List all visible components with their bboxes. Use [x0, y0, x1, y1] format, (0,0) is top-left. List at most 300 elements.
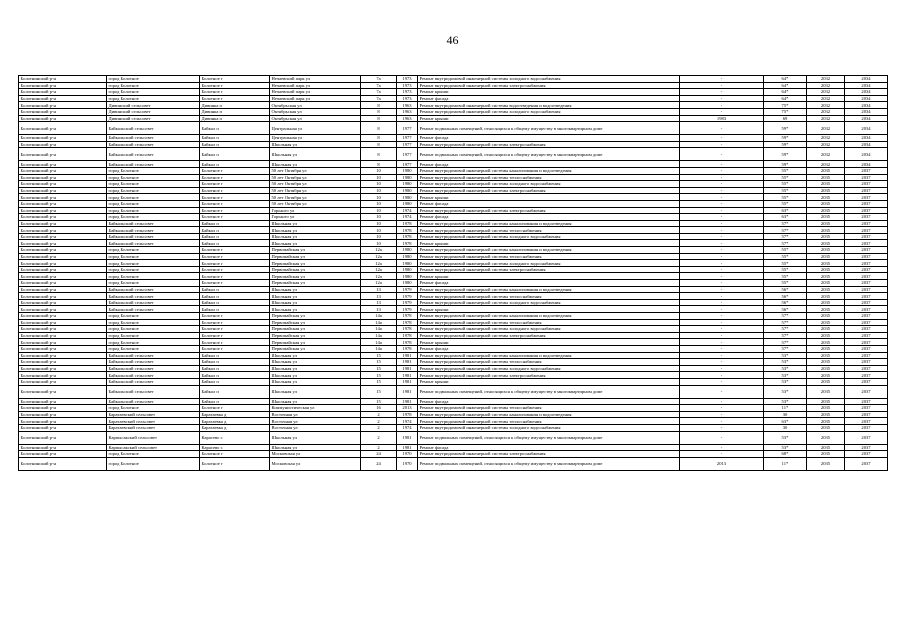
period-end-cell: 2037 [845, 227, 888, 234]
settlement-cell: город Болотное [107, 280, 200, 287]
repair-work-cell: Ремонт внутридомовой инженерной системы теплоснабжения [418, 174, 680, 181]
period-end-cell: 2037 [845, 431, 888, 444]
wear-cell: 53* [764, 431, 807, 444]
wear-cell: 55* [764, 266, 807, 273]
district-cell: Болотнинский р-н [19, 253, 107, 260]
table-row [19, 253, 888, 260]
period-end-cell: 2037 [845, 378, 888, 385]
build-year-cell: 1977 [397, 161, 418, 168]
settlement-cell: город Болотное [107, 253, 200, 260]
house-number-cell: 10 [361, 214, 397, 221]
street-cell: Центральная ул [270, 122, 361, 135]
wear-cell: 56* [764, 286, 807, 293]
street-cell: Первомайская ул [270, 313, 361, 320]
build-year-cell: 1977 [397, 135, 418, 142]
house-number-cell: 8 [361, 161, 397, 168]
settlement-cell: Байкальский сельсовет [107, 378, 200, 385]
locality-cell: Байкал п [200, 233, 270, 240]
repair-work-cell: Ремонт внутридомовой инженерной системы канализования и водоотведения [418, 286, 680, 293]
last-repair-year-cell: - [680, 95, 764, 102]
last-repair-year-cell: - [680, 174, 764, 181]
period-start-cell: 2035 [807, 214, 845, 221]
settlement-cell: город Болотное [107, 332, 200, 339]
locality-cell: Болотное г [200, 214, 270, 221]
repair-work-cell: Ремонт внутридомовой инженерной системы электроснабжения [418, 266, 680, 273]
settlement-cell: Дивинский сельсовет [107, 108, 200, 115]
locality-cell: Байкал п [200, 161, 270, 168]
period-end-cell: 2034 [845, 115, 888, 122]
locality-cell: Байкал п [200, 359, 270, 366]
table-row [19, 313, 888, 320]
build-year-cell: 1981 [397, 398, 418, 405]
repair-work-cell: Ремонт внутридомовой инженерной системы электроснабжения [418, 451, 680, 458]
table-row [19, 293, 888, 300]
street-cell: Первомайская ул [270, 253, 361, 260]
house-number-cell: 8 [361, 135, 397, 142]
last-repair-year-cell: - [680, 108, 764, 115]
repair-work-cell: Ремонт крыши [418, 273, 680, 280]
settlement-cell: город Болотное [107, 76, 200, 83]
wear-cell: 57* [764, 319, 807, 326]
table-row [19, 247, 888, 254]
house-number-cell: 10 [361, 174, 397, 181]
house-number-cell: 7а [361, 89, 397, 96]
locality-cell: Байкал п [200, 398, 270, 405]
last-repair-year-cell: - [680, 247, 764, 254]
house-number-cell: 2 [361, 411, 397, 418]
period-end-cell: 2037 [845, 187, 888, 194]
period-start-cell: 2035 [807, 405, 845, 412]
period-end-cell: 2037 [845, 194, 888, 201]
period-end-cell: 2034 [845, 108, 888, 115]
wear-cell: 53* [764, 352, 807, 359]
wear-cell: 53* [764, 398, 807, 405]
wear-cell: 57* [764, 345, 807, 352]
locality-cell: Болотное г [200, 451, 270, 458]
district-cell: Болотнинский р-н [19, 89, 107, 96]
period-start-cell: 2035 [807, 280, 845, 287]
period-end-cell: 2034 [845, 102, 888, 109]
house-number-cell: 12а [361, 247, 397, 254]
build-year-cell: 1970 [397, 457, 418, 470]
build-year-cell: 1974 [397, 424, 418, 431]
wear-cell: 55* [764, 194, 807, 201]
period-start-cell: 2035 [807, 418, 845, 425]
locality-cell: Дивинка п [200, 102, 270, 109]
locality-cell: Болотное г [200, 457, 270, 470]
settlement-cell: Байкальский сельсовет [107, 233, 200, 240]
repair-work-cell: Ремонт подвальных помещений, относящихся к общему имуществу в многоквартирном доме [418, 385, 680, 398]
street-cell: Школьная ул [270, 161, 361, 168]
repair-work-cell: Ремонт фасада [418, 135, 680, 142]
last-repair-year-cell: - [680, 194, 764, 201]
repair-work-cell: Ремонт фасада [418, 161, 680, 168]
table-row [19, 95, 888, 102]
period-end-cell: 2037 [845, 299, 888, 306]
street-cell: Первомайская ул [270, 266, 361, 273]
period-end-cell: 2034 [845, 82, 888, 89]
district-cell: Болотнинский р-н [19, 167, 107, 174]
locality-cell: Байкал п [200, 306, 270, 313]
district-cell: Болотнинский р-н [19, 115, 107, 122]
period-start-cell: 2035 [807, 451, 845, 458]
district-cell: Болотнинский р-н [19, 273, 107, 280]
period-end-cell: 2037 [845, 233, 888, 240]
wear-cell: 56* [764, 293, 807, 300]
repair-work-cell: Ремонт внутридомовой инженерной системы теплоснабжения [418, 319, 680, 326]
period-end-cell: 2037 [845, 411, 888, 418]
period-end-cell: 2037 [845, 444, 888, 451]
period-start-cell: 2035 [807, 326, 845, 333]
repair-work-cell: Ремонт внутридомовой инженерной системы электроснабжения [418, 372, 680, 379]
wear-cell: 55* [764, 174, 807, 181]
period-end-cell: 2037 [845, 207, 888, 214]
street-cell: 50 лет Октября ул [270, 187, 361, 194]
settlement-cell: Карпысакский сельсовет [107, 444, 200, 451]
district-cell: Болотнинский р-н [19, 352, 107, 359]
repair-work-cell: Ремонт внутридомовой инженерной системы теплоснабжения [418, 418, 680, 425]
period-end-cell: 2034 [845, 141, 888, 148]
build-year-cell: 1970 [397, 451, 418, 458]
build-year-cell: 1980 [397, 280, 418, 287]
period-start-cell: 2032 [807, 122, 845, 135]
wear-cell: 55* [764, 200, 807, 207]
locality-cell: Байкал п [200, 122, 270, 135]
table-row [19, 148, 888, 161]
period-end-cell: 2037 [845, 326, 888, 333]
house-number-cell: 16 [361, 405, 397, 412]
district-cell: Болотнинский р-н [19, 214, 107, 221]
wear-cell: 56* [764, 299, 807, 306]
repair-work-cell: Ремонт крыши [418, 89, 680, 96]
build-year-cell: 1978 [397, 319, 418, 326]
period-start-cell: 2035 [807, 411, 845, 418]
locality-cell: Байкал п [200, 385, 270, 398]
locality-cell: Байкал п [200, 286, 270, 293]
district-cell: Болотнинский р-н [19, 207, 107, 214]
period-end-cell: 2037 [845, 398, 888, 405]
street-cell: Первомайская ул [270, 280, 361, 287]
district-cell: Болотнинский р-н [19, 299, 107, 306]
locality-cell: Болотное г [200, 273, 270, 280]
house-number-cell: 10 [361, 194, 397, 201]
period-start-cell: 2035 [807, 398, 845, 405]
table-row [19, 240, 888, 247]
settlement-cell: город Болотное [107, 174, 200, 181]
house-number-cell: 2 [361, 418, 397, 425]
period-end-cell: 2037 [845, 319, 888, 326]
repair-work-cell: Ремонт внутридомовой инженерной системы электроснабжения [418, 141, 680, 148]
wear-cell: 57* [764, 332, 807, 339]
repair-work-cell: Ремонт фасада [418, 280, 680, 287]
period-start-cell: 2035 [807, 167, 845, 174]
period-start-cell: 2035 [807, 207, 845, 214]
wear-cell: 53* [764, 378, 807, 385]
street-cell: Московская ул [270, 457, 361, 470]
wear-cell: 57* [764, 220, 807, 227]
table-row [19, 398, 888, 405]
period-end-cell: 2037 [845, 359, 888, 366]
build-year-cell: 1980 [397, 174, 418, 181]
period-start-cell: 2032 [807, 108, 845, 115]
period-start-cell: 2035 [807, 457, 845, 470]
street-cell: Школьная ул [270, 378, 361, 385]
table-row [19, 102, 888, 109]
locality-cell: Болотное г [200, 345, 270, 352]
period-start-cell: 2035 [807, 359, 845, 366]
last-repair-year-cell: - [680, 102, 764, 109]
district-cell: Болотнинский р-н [19, 431, 107, 444]
settlement-cell: Баратаевский сельсовет [107, 418, 200, 425]
last-repair-year-cell: - [680, 418, 764, 425]
period-end-cell: 2034 [845, 161, 888, 168]
street-cell: Нечаевский парк ул [270, 82, 361, 89]
build-year-cell: 1978 [397, 227, 418, 234]
last-repair-year-cell: - [680, 352, 764, 359]
repair-work-cell: Ремонт фасада [418, 95, 680, 102]
table-row [19, 306, 888, 313]
house-number-cell: 14а [361, 313, 397, 320]
district-cell: Болотнинский р-н [19, 378, 107, 385]
period-start-cell: 2035 [807, 260, 845, 267]
settlement-cell: город Болотное [107, 194, 200, 201]
district-cell: Болотнинский р-н [19, 135, 107, 142]
table-row [19, 339, 888, 346]
period-start-cell: 2035 [807, 444, 845, 451]
repair-work-cell: Ремонт внутридомовой инженерной системы водоотведения и водоотведения [418, 102, 680, 109]
street-cell: Школьная ул [270, 398, 361, 405]
build-year-cell: 1981 [397, 352, 418, 359]
table-row [19, 115, 888, 122]
period-start-cell: 2035 [807, 365, 845, 372]
repair-work-cell: Ремонт внутридомовой инженерной системы канализования и водоотведения [418, 352, 680, 359]
last-repair-year-cell: - [680, 345, 764, 352]
locality-cell: Байкал п [200, 365, 270, 372]
wear-cell: 64* [764, 89, 807, 96]
street-cell: Школьная ул [270, 372, 361, 379]
house-number-cell: 10 [361, 187, 397, 194]
house-number-cell: 24 [361, 457, 397, 470]
table-row [19, 326, 888, 333]
house-number-cell: 15 [361, 378, 397, 385]
street-cell: Школьная ул [270, 444, 361, 451]
repair-work-cell: Ремонт подвальных помещений, относящихся к общему имуществу в многоквартирном доме [418, 431, 680, 444]
period-end-cell: 2037 [845, 332, 888, 339]
locality-cell: Болотное г [200, 95, 270, 102]
settlement-cell: Байкальский сельсовет [107, 372, 200, 379]
street-cell: Школьная ул [270, 141, 361, 148]
last-repair-year-cell: - [680, 359, 764, 366]
last-repair-year-cell: - [680, 424, 764, 431]
table-row [19, 273, 888, 280]
locality-cell: Болотное г [200, 89, 270, 96]
period-end-cell: 2037 [845, 424, 888, 431]
build-year-cell: 1977 [397, 148, 418, 161]
last-repair-year-cell: - [680, 214, 764, 221]
build-year-cell: 1981 [397, 359, 418, 366]
district-cell: Болотнинский р-н [19, 200, 107, 207]
build-year-cell: 1980 [397, 247, 418, 254]
wear-cell: 59* [764, 135, 807, 142]
street-cell: Школьная ул [270, 220, 361, 227]
period-end-cell: 2037 [845, 280, 888, 287]
period-start-cell: 2035 [807, 424, 845, 431]
build-year-cell: 1978 [397, 313, 418, 320]
repair-work-cell: Ремонт крыши [418, 306, 680, 313]
district-cell: Болотнинский р-н [19, 359, 107, 366]
street-cell: Нечаевский парк ул [270, 89, 361, 96]
period-start-cell: 2035 [807, 266, 845, 273]
last-repair-year-cell: - [680, 253, 764, 260]
wear-cell: 59* [764, 122, 807, 135]
last-repair-year-cell: - [680, 148, 764, 161]
street-cell: Восточная ул [270, 411, 361, 418]
table-row [19, 378, 888, 385]
locality-cell: Болотное г [200, 405, 270, 412]
locality-cell: Болотное г [200, 247, 270, 254]
street-cell: Школьная ул [270, 293, 361, 300]
settlement-cell: город Болотное [107, 181, 200, 188]
build-year-cell: 1973 [397, 76, 418, 83]
last-repair-year-cell: 2013 [680, 457, 764, 470]
last-repair-year-cell: - [680, 411, 764, 418]
repair-work-cell: Ремонт внутридомовой инженерной системы холодного водоснабжения [418, 424, 680, 431]
house-number-cell: 13 [361, 306, 397, 313]
table-row [19, 411, 888, 418]
build-year-cell: 1973 [397, 89, 418, 96]
locality-cell: Байкал п [200, 299, 270, 306]
wear-cell: 55* [764, 273, 807, 280]
repair-work-cell: Ремонт внутридомовой инженерной системы холодного водоснабжения [418, 108, 680, 115]
last-repair-year-cell: - [680, 313, 764, 320]
wear-cell: 56* [764, 306, 807, 313]
street-cell: 50 лет Октября ул [270, 181, 361, 188]
build-year-cell: 1974 [397, 207, 418, 214]
period-end-cell: 2034 [845, 148, 888, 161]
locality-cell: Баратаевка д [200, 424, 270, 431]
house-number-cell: 8 [361, 102, 397, 109]
settlement-cell: Байкальский сельсовет [107, 398, 200, 405]
table-row [19, 424, 888, 431]
last-repair-year-cell: - [680, 286, 764, 293]
settlement-cell: Байкальский сельсовет [107, 227, 200, 234]
table-row [19, 187, 888, 194]
period-end-cell: 2037 [845, 214, 888, 221]
period-end-cell: 2037 [845, 174, 888, 181]
street-cell: Школьная ул [270, 359, 361, 366]
table-row [19, 200, 888, 207]
settlement-cell: Дивинский сельсовет [107, 102, 200, 109]
locality-cell: Болотное г [200, 313, 270, 320]
table-row [19, 167, 888, 174]
wear-cell: 59* [764, 141, 807, 148]
period-start-cell: 2035 [807, 233, 845, 240]
street-cell: Первомайская ул [270, 247, 361, 254]
period-start-cell: 2035 [807, 194, 845, 201]
build-year-cell: 1973 [397, 95, 418, 102]
last-repair-year-cell: - [680, 260, 764, 267]
period-start-cell: 2035 [807, 372, 845, 379]
period-end-cell: 2037 [845, 313, 888, 320]
build-year-cell: 1978 [397, 233, 418, 240]
period-start-cell: 2035 [807, 247, 845, 254]
street-cell: Московская ул [270, 451, 361, 458]
last-repair-year-cell: - [680, 266, 764, 273]
locality-cell: Байкал п [200, 352, 270, 359]
period-start-cell: 2035 [807, 220, 845, 227]
build-year-cell: 1977 [397, 122, 418, 135]
build-year-cell: 1978 [397, 411, 418, 418]
period-end-cell: 2037 [845, 253, 888, 260]
period-start-cell: 2035 [807, 431, 845, 444]
table-row [19, 194, 888, 201]
wear-cell: 57* [764, 339, 807, 346]
settlement-cell: город Болотное [107, 207, 200, 214]
district-cell: Болотнинский р-н [19, 260, 107, 267]
period-start-cell: 2035 [807, 378, 845, 385]
wear-cell: 63* [764, 418, 807, 425]
house-number-cell: 15 [361, 385, 397, 398]
settlement-cell: город Болотное [107, 266, 200, 273]
period-start-cell: 2035 [807, 299, 845, 306]
wear-cell: 55* [764, 253, 807, 260]
settlement-cell: город Болотное [107, 200, 200, 207]
district-cell: Болотнинский р-н [19, 385, 107, 398]
street-cell: Нечаевский парк ул [270, 76, 361, 83]
district-cell: Болотнинский р-н [19, 240, 107, 247]
street-cell: Первомайская ул [270, 260, 361, 267]
wear-cell: 57* [764, 240, 807, 247]
wear-cell: 55* [764, 247, 807, 254]
period-start-cell: 2035 [807, 319, 845, 326]
build-year-cell: 1973 [397, 82, 418, 89]
period-end-cell: 2037 [845, 167, 888, 174]
locality-cell: Болотное г [200, 253, 270, 260]
repair-work-cell: Ремонт внутридомовой инженерной системы электроснабжения [418, 82, 680, 89]
settlement-cell: Байкальский сельсовет [107, 161, 200, 168]
settlement-cell: Байкальский сельсовет [107, 135, 200, 142]
table-row [19, 214, 888, 221]
period-end-cell: 2037 [845, 457, 888, 470]
wear-cell: 53* [764, 372, 807, 379]
settlement-cell: город Болотное [107, 345, 200, 352]
period-start-cell: 2035 [807, 240, 845, 247]
settlement-cell: город Болотное [107, 260, 200, 267]
period-start-cell: 2035 [807, 174, 845, 181]
street-cell: Первомайская ул [270, 273, 361, 280]
house-number-cell: 2 [361, 424, 397, 431]
period-start-cell: 2032 [807, 76, 845, 83]
table-row [19, 286, 888, 293]
repair-work-cell: Ремонт крыши [418, 378, 680, 385]
settlement-cell: город Болотное [107, 319, 200, 326]
capital-repair-table [18, 75, 888, 471]
house-number-cell: 24 [361, 451, 397, 458]
wear-cell: 64* [764, 95, 807, 102]
last-repair-year-cell: - [680, 273, 764, 280]
period-start-cell: 2035 [807, 227, 845, 234]
locality-cell: Байкал п [200, 378, 270, 385]
settlement-cell: город Болотное [107, 95, 200, 102]
settlement-cell: город Болотное [107, 457, 200, 470]
district-cell: Болотнинский р-н [19, 76, 107, 83]
table-row [19, 181, 888, 188]
period-start-cell: 2032 [807, 135, 845, 142]
settlement-cell: Байкальский сельсовет [107, 365, 200, 372]
repair-work-cell: Ремонт внутридомовой инженерной системы теплоснабжения [418, 405, 680, 412]
period-start-cell: 2035 [807, 200, 845, 207]
house-number-cell: 2 [361, 444, 397, 451]
